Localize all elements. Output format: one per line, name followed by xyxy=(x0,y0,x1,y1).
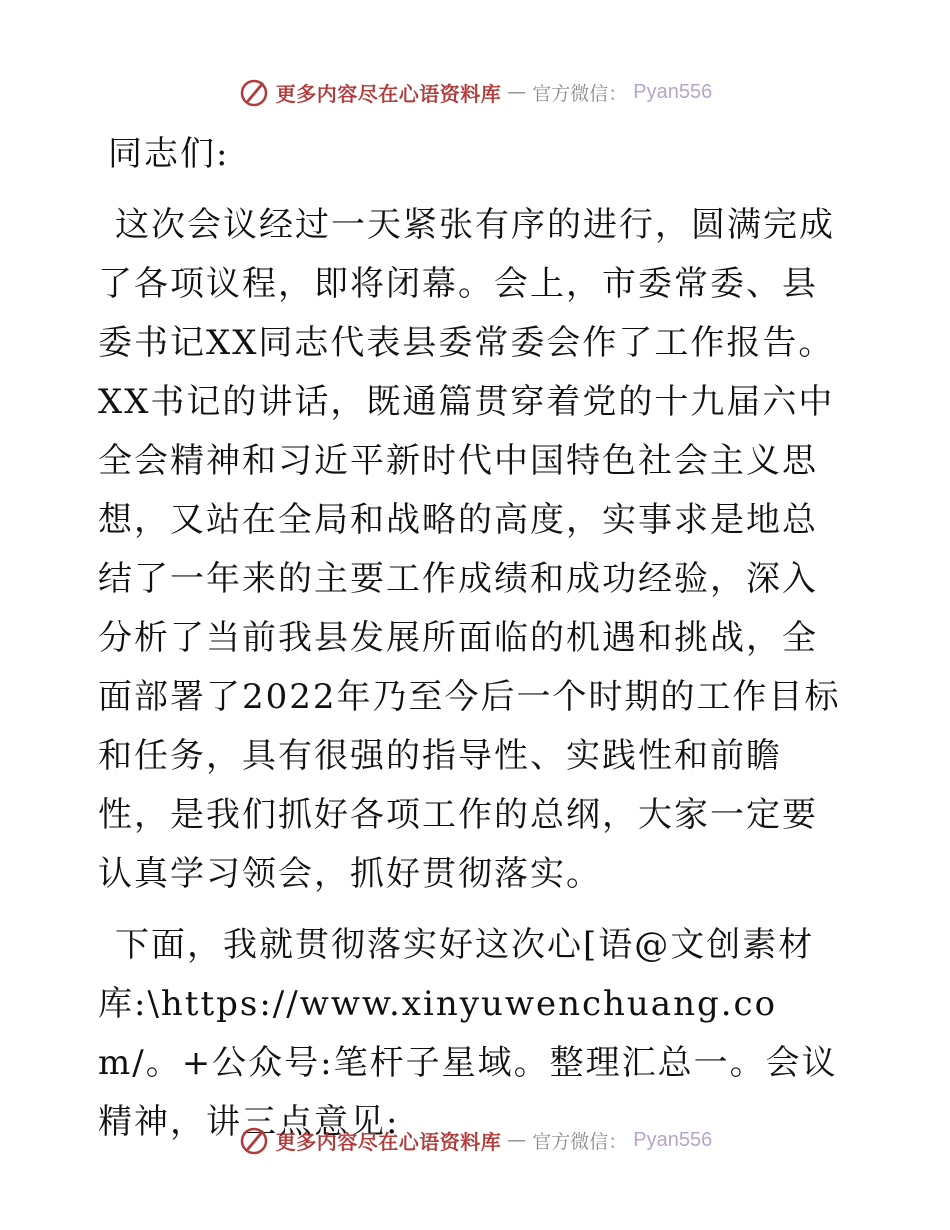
watermark-wechat-id: Pyan556 xyxy=(633,1128,713,1151)
watermark-separator: — xyxy=(507,1129,527,1151)
watermark-label: 官方微信： xyxy=(532,1130,628,1153)
quill-logo-icon xyxy=(238,76,270,108)
footer-watermark xyxy=(0,1120,950,1160)
paragraph-1: 这次会议经过一天紧张有序的进行，圆满完成了各项议程，即将闭幕。会上，市委常委、县委书记XX同志代表县委常委会作了工作报告。XX书记的讲话，既通篇贯穿着党的十九届六中全会精神和习近平新时代中国特色社会主义思想，又站在全局和战略的高度，实事求是地总结了一年来的主要工作成绩和成功经验，深入分析了当前我县发展所面临的机遇和挑战，全面部署了2022年乃至今后一个时期的工作目标和任务，具有很强的指导性、实践性和前瞻性，是我们抓好各项工作的总纲，大家一定要认真学习领会，抓好贯彻落实。 xyxy=(98,205,841,894)
salutation: 同志们: xyxy=(108,134,230,174)
watermark-brand: 更多内容尽在心语资料库 xyxy=(275,1129,502,1154)
watermark-wechat-id: Pyan556 xyxy=(633,80,713,103)
watermark-brand: 更多内容尽在心语资料库 xyxy=(275,81,502,106)
quill-logo-icon xyxy=(238,1124,270,1156)
document-body xyxy=(98,125,850,1164)
watermark-separator: — xyxy=(507,81,527,103)
header-watermark xyxy=(0,72,950,112)
watermark-label: 官方微信： xyxy=(532,82,628,105)
paragraph-2: 下面，我就贯彻落实好这次心[语@文创素材库:\https://www.xinyuwenchuang.com/。+公众号:笔杆子星域。整理汇总一。会议精神，讲三点意见: xyxy=(98,925,838,1142)
